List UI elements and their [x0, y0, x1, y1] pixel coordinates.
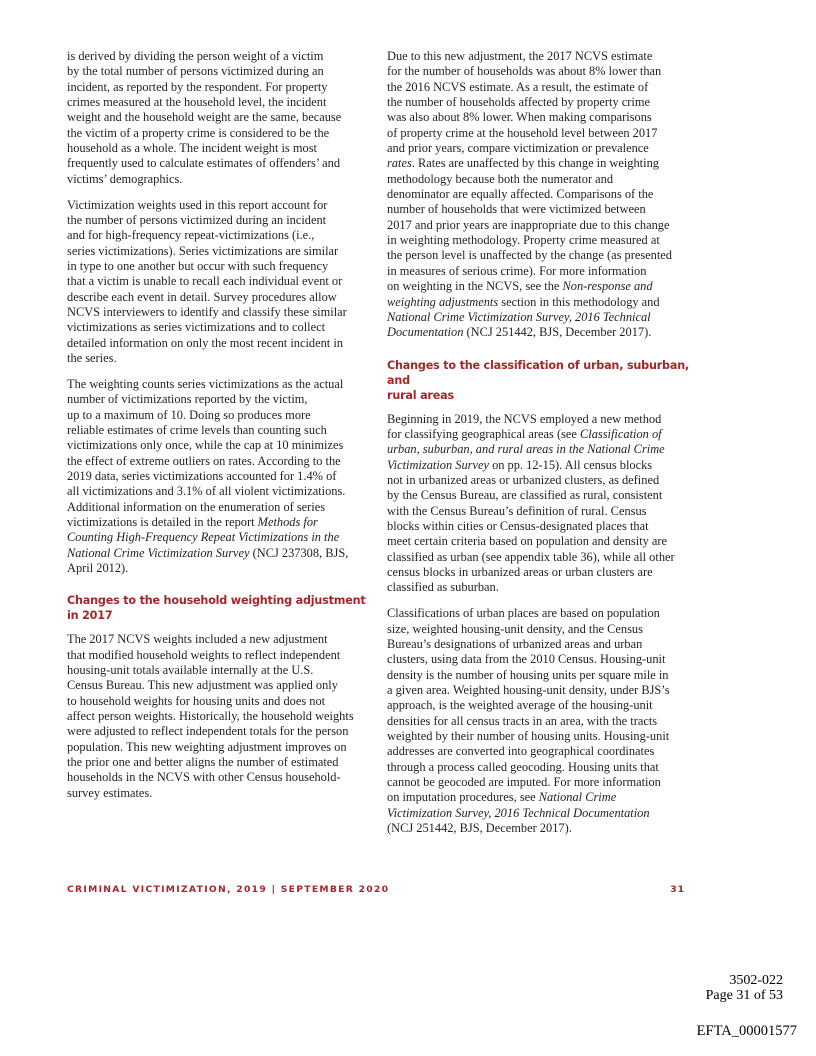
italic-citation: Non-response and weighting adjustments [387, 279, 653, 309]
text-run: (NCJ 251442, BJS, December 2017). [463, 325, 652, 340]
text-run: is derived by dividing the person weight of a victim by the total number of persons victimized during an incident, as reported by the respondent. For property crimes measured at the household level, the incident weight and the household weight are the same, because the victim of a property crime is considered to be the household as a whole. The incident weight is most frequently used to calculate estimates of offenders’ and victims’ demographics. [67, 49, 342, 186]
italic-citation: National Crime Victimization Survey, 2016 Technical Documentation [387, 790, 650, 820]
page-footer [67, 884, 685, 895]
section-heading [387, 358, 692, 403]
right-column [387, 49, 692, 847]
text-run: . Rates are unaffected by this change in weighting methodology because both the numerator and denominator are equally affected. Comparisons of the number of households that were victimized between 2017 and prior years are inappropriate due to this change in weighting methodology. Property crime measured at the person level is unaffected by the change (as presented in measures of serious crime). For more information on weighting in the NCVS, see the [387, 156, 672, 294]
italic-citation: Methods for Counting High-Frequency Repeat Victimizations in the National Crime Victimization Survey [67, 514, 340, 560]
section-heading [67, 593, 372, 623]
body-paragraph [67, 198, 372, 367]
text-run: (NCJ 251442, BJS, December 2017). [387, 820, 572, 835]
text-run: section in this methodology and [501, 294, 660, 309]
text-run: Changes to the household weighting adjustment in 2017 [67, 594, 366, 623]
text-run: Due to this new adjustment, the 2017 NCVS estimate for the number of households was about 8% lower than the 2016 NCVS estimate. As a result, the estimate of the number of households affected by property crime was also about 8% lower. When making comparisons of property crime at the household level between 2017 and prior years, compare victimization or prevalence [387, 49, 662, 156]
left-column [67, 49, 372, 812]
bates-number: EFTA_00001577 [696, 1023, 797, 1039]
document-id: 3502-022 [729, 973, 783, 988]
footer-page-number: 31 [670, 884, 685, 895]
body-paragraph [67, 377, 372, 576]
italic-citation: rates [387, 156, 412, 171]
italic-citation: National Crime Victimization Survey, 2016 Technical Documentation [387, 309, 651, 340]
body-paragraph [387, 606, 692, 836]
footer-title: CRIMINAL VICTIMIZATION, 2019 | SEPTEMBER 2020 [67, 884, 390, 895]
text-run: on pp. 12-15). All census blocks not in urbanized areas or urbanized clusters, as defined by the Census Bureau, are classified as rural, consistent with the Census Bureau’s definition of rural. Census blocks within cities or Census-designated places that meet certain criteria based on population and density are classified as urban (see appendix table 36), while all other census blocks in urbanized areas or urban clusters are classified as suburban. [387, 457, 675, 595]
body-paragraph [387, 49, 692, 341]
text-run: Changes to the classification of urban, suburban, and rural areas [387, 358, 690, 402]
text-run: Victimization weights used in this report account for the number of persons victimized during an incident and for high-frequency repeat-victimizations (i.e., series victimizations). Series victimizations are similar in type to one another but occur with such frequency that a victim is unable to recall each individual event or describe each event in detail. Survey procedures allow NCVS interviewers to identify and classify these similar victimizations as series victimizations and to collect detailed information on only the most recent incident in the series. [67, 197, 347, 366]
body-paragraph [67, 49, 372, 187]
text-run: (NCJ 237308, BJS, April 2012). [67, 545, 349, 575]
text-run: Beginning in 2019, the NCVS employed a new method for classifying geographical areas (see [387, 411, 662, 441]
body-paragraph [67, 632, 372, 801]
text-run: The 2017 NCVS weights included a new adjustment that modified household weights to reflect independent housing-unit totals available internally at the U.S. Census Bureau. This new adjustment was applied only to household weights for housing units and does not affect person weights. Historically, the household weights were adjusted to reflect independent totals for the person population. This new weighting adjustment improves on the prior one and better aligns the number of estimated households in the NCVS with other Census household- survey estimates. [67, 632, 354, 800]
italic-citation: Classification of urban, suburban, and rural areas in the National Crime Victimization Survey [387, 426, 665, 472]
body-paragraph [387, 412, 692, 596]
text-run: The weighting counts series victimizations as the actual number of victimizations reported by the victim, up to a maximum of 10. Doing so produces more reliable estimates of crime levels than counting such victimizations only once, while the cap at 10 minimizes the effect of extreme outliers on rates. According to the 2019 data, series victimizations accounted for 1.4% of all victimizations and 3.1% of all violent victimizations. Additional information on the enumeration of series victimizations is detailed in the report [67, 376, 346, 529]
text-run: Classifications of urban places are based on population size, weighted housing-unit density, and the Census Bureau’s designations of urbanized areas and urban clusters, using data from the 2010 Census. Housing-unit density is the number of housing units per square mile in a given area. Weighted housing-unit density, under BJS’s approach, is the weighted average of the housing-unit densities for all census tracts in an area, with the tracts weighted by their number of housing units. Housing-unit addresses are converted into geographical coordinates through a process called geocoding. Housing units that cannot be geocoded are imputed. For more information on imputation procedures, see [387, 606, 670, 805]
page-count: Page 31 of 53 [705, 988, 783, 1003]
